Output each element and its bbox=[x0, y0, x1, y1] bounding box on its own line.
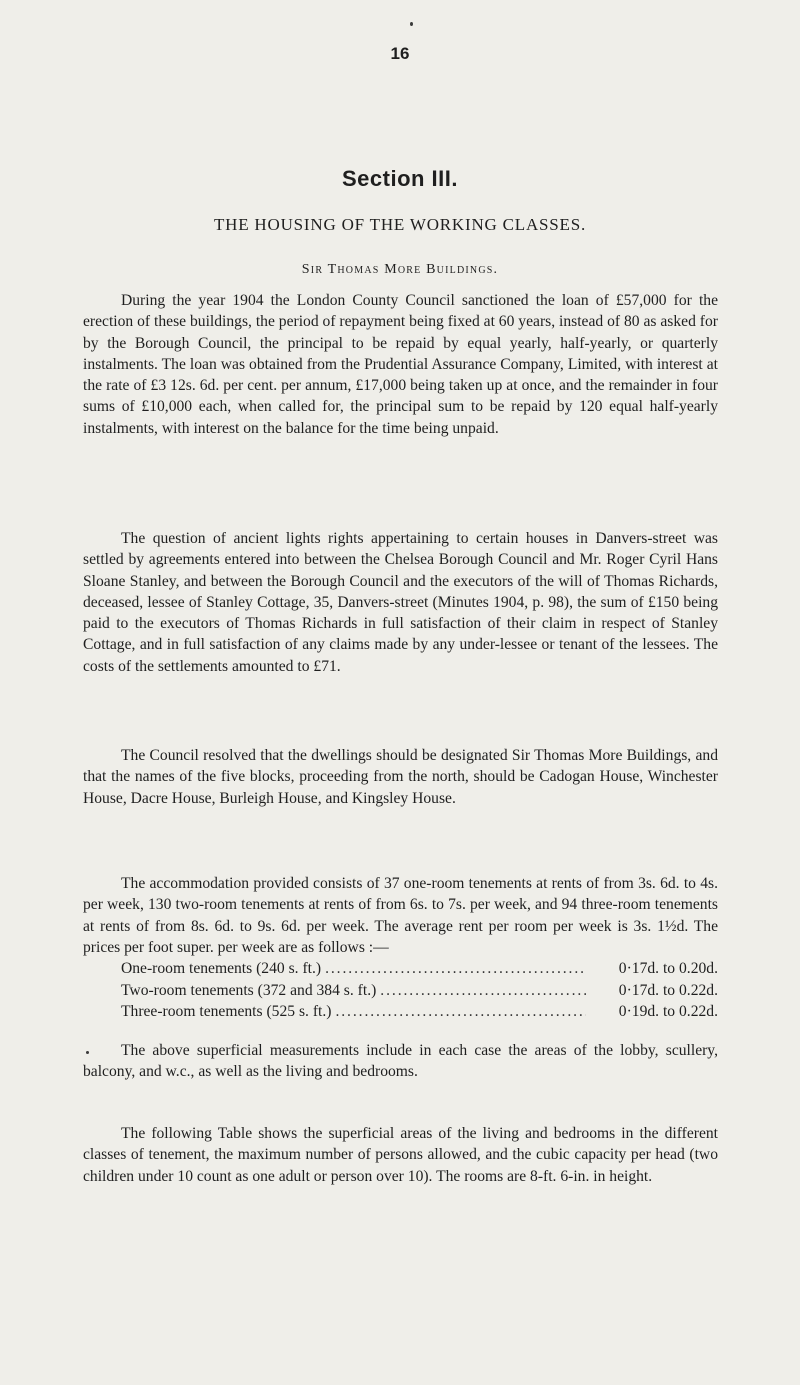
paragraph-ancient-lights: The question of ancient lights rights appertaining to certain houses in Danvers-street was settled by agreements entered into between the Chelsea Borough Council and Mr. Roger Cyril Hans Sloane Stanley, and between the Borough Council and the executors of the will of Thomas Richards, deceased, lessee of Stanley Cottage, 35, Danvers-street (Minutes 1904, p. 98), the sum of £150 being paid to the executors of Thomas Richards in full satisfaction of their claim in respect of Stanley Cottage, and in full satisfaction of any claims made by any under-lessee or tenant of the lessees. The costs of the settlements amounted to £71. bbox=[83, 530, 718, 675]
main-heading: THE HOUSING OF THE WORKING CLASSES. bbox=[213, 215, 587, 234]
rate-label: Two-room tenements (372 and 384 s. ft.) bbox=[121, 981, 377, 999]
paragraph-accommodation: The accommodation provided consists of 37 one-room tenements at rents of from 3s. 6d. to 4s. per week, 130 two-room tenements at rents of from 6s. to 7s. per week, and 94 three-room tenements at rents of from 8s. 6d. to 9s. 6d. per week. The average rent per room per week is 3s. 1½d. The prices per foot super. per week are as follows :— bbox=[83, 875, 718, 956]
rate-row-three-room bbox=[121, 1001, 718, 1023]
rate-value: 0·19d. to 0.22d. bbox=[618, 1003, 718, 1020]
dot-leader bbox=[325, 958, 586, 980]
section-title: Section III. bbox=[341, 166, 459, 191]
ink-speck bbox=[410, 22, 413, 26]
dot-leader bbox=[380, 980, 586, 1002]
paragraph-measurements: The above superficial measurements include in each case the areas of the lobby, scullery, balcony, and w.c., as well as the living and bedrooms. bbox=[83, 1042, 718, 1081]
page-number: 16 bbox=[390, 44, 410, 63]
rate-row-two-room bbox=[121, 980, 718, 1002]
rate-label: Three-room tenements (525 s. ft.) bbox=[121, 1003, 332, 1020]
rates-list bbox=[121, 958, 718, 1023]
rate-label: One-room tenements (240 s. ft.) bbox=[121, 960, 322, 977]
rate-value: 0·17d. to 0.20d. bbox=[618, 960, 718, 977]
rate-value: 0·17d. to 0.22d. bbox=[618, 981, 718, 999]
rate-row-one-room bbox=[121, 958, 718, 980]
dot-leader bbox=[335, 1001, 586, 1023]
paragraph-table-intro: The following Table shows the superficial areas of the living and bedrooms in the different classes of tenement, the maximum number of persons allowed, and the cubic capacity per head (two children under 10 count as one adult or person over 10). The rooms are 8-ft. 6-in. in height. bbox=[83, 1125, 718, 1185]
sub-heading: Sir Thomas More Buildings. bbox=[301, 262, 499, 277]
paragraph-block-names: The Council resolved that the dwellings should be designated Sir Thomas More Buildings, and that the names of the five blocks, proceeding from the north, should be Cadogan House, Winchester House, Dacre House, Burleigh House, and Kingsley House. bbox=[83, 747, 718, 807]
paragraph-loan: During the year 1904 the London County Council sanctioned the loan of £57,000 for the erection of these buildings, the period of repayment being fixed at 60 years, instead of 80 as asked for by the Borough Council, the principal to be repaid by equal yearly, half-yearly, or quarterly instalments. The loan was obtained from the Prudential Assurance Company, Limited, with interest at the rate of £3 12s. 6d. per cent. per annum, £17,000 being taken up at once, and the remainder in four sums of £10,000 each, when called for, the principal sum to be repaid by 120 equal half-yearly instalments, with interest on the balance for the time being unpaid. bbox=[83, 292, 718, 437]
